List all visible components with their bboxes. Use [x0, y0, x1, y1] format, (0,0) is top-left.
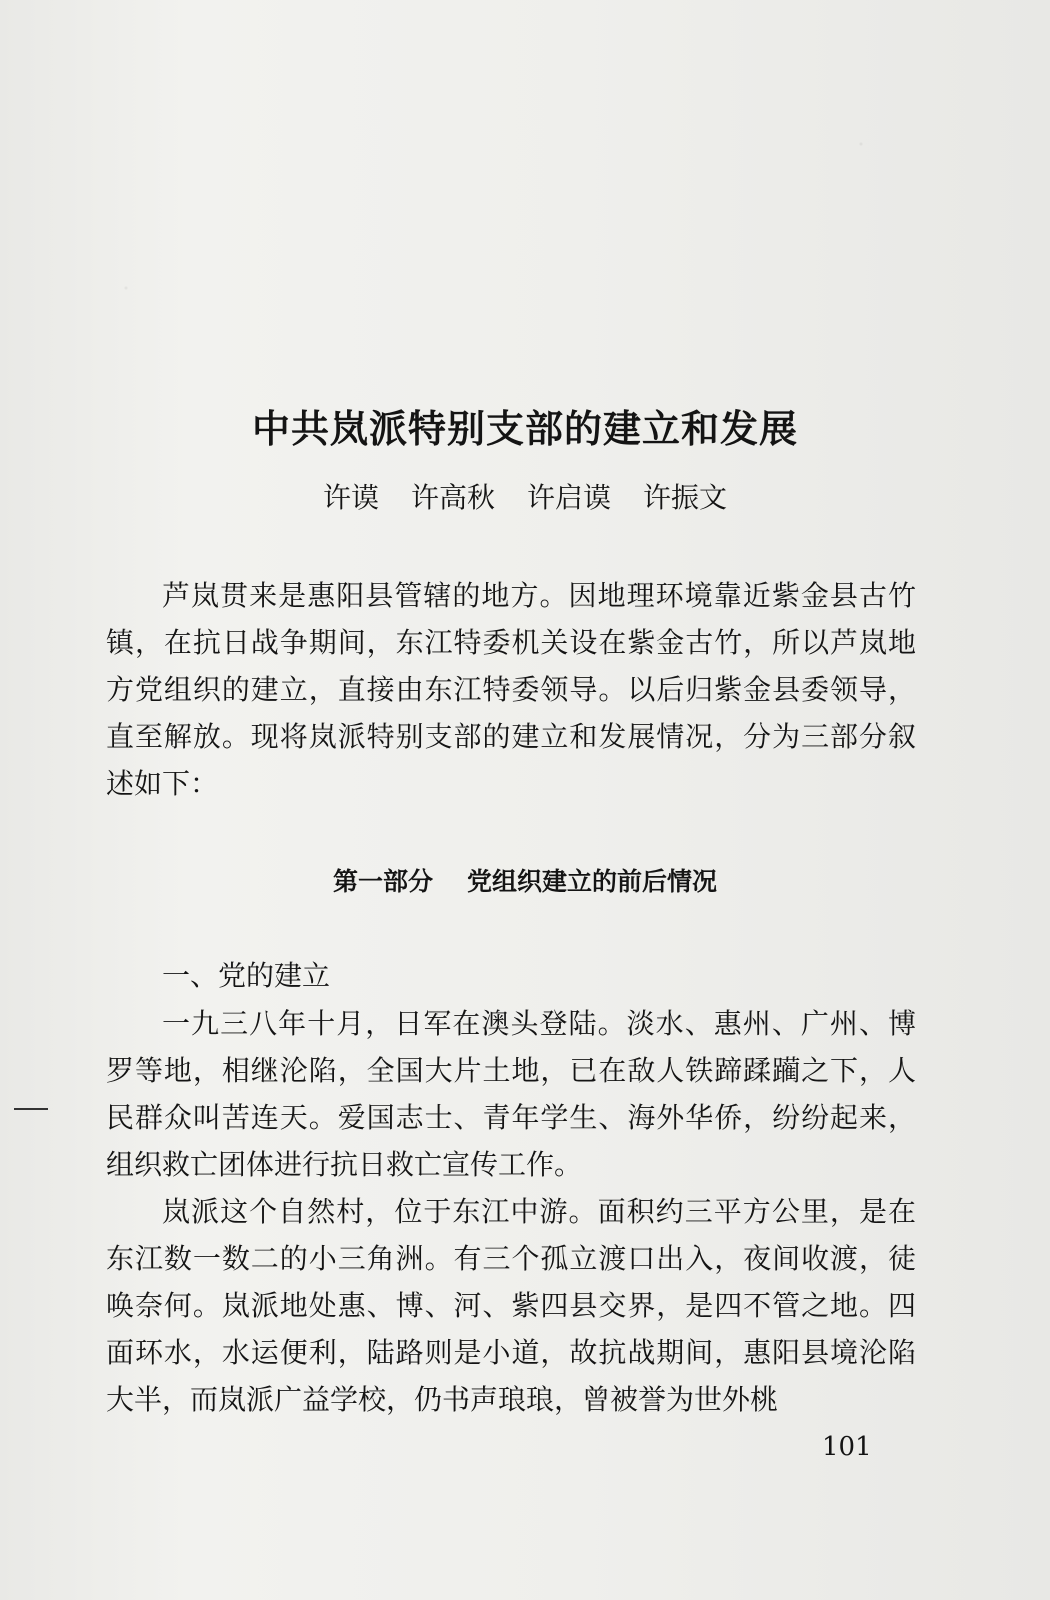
section-title: 党组织建立的前后情况: [467, 867, 718, 896]
intro-paragraph: 芦岚贯来是惠阳县管辖的地方。因地理环境靠近紫金县古竹镇，在抗日战争期间，东江特委机关设在紫金古竹，所以芦岚地方党组织的建立，直接由东江特委领导。以后归紫金县委领导，直至解放。现将岚派特别支部的建立和发展情况，分为三部分叙述如下：: [106, 579, 916, 800]
author-name: 许启谟: [527, 481, 612, 514]
author-list: [0, 478, 1050, 518]
subsection-heading: 一、党的建立: [162, 959, 331, 992]
section-heading: [0, 862, 1050, 902]
body-paragraph: 岚派这个自然村，位于东江中游。面积约三平方公里，是在东江数一数二的小三角洲。有三个孤立渡口出入，夜间收渡，徒唤奈何。岚派地处惠、博、河、紫四县交界，是四不管之地。四面环水，水运便利，陆路则是小道，故抗战期间，惠阳县境沦陷大半，而岚派广益学校，仍书声琅琅，曾被誉为世外桃: [106, 1195, 916, 1416]
author-name: 许振文: [643, 481, 728, 514]
author-name: 许高秋: [410, 481, 495, 514]
section-part-label: 第一部分: [332, 867, 433, 896]
article-title: 中共岚派特别支部的建立和发展: [251, 407, 798, 451]
page-number: 101: [822, 1432, 872, 1462]
author-name: 许谟: [322, 481, 379, 514]
body-paragraph: 一九三八年十月，日军在澳头登陆。淡水、惠州、广州、博罗等地，相继沦陷，全国大片土地，已在敌人铁蹄蹂躏之下，人民群众叫苦连天。爱国志士、青年学生、海外华侨，纷纷起来，组织救亡团体进行抗日救亡宣传工作。: [106, 1007, 916, 1181]
scan-edge-mark: [14, 1108, 48, 1110]
